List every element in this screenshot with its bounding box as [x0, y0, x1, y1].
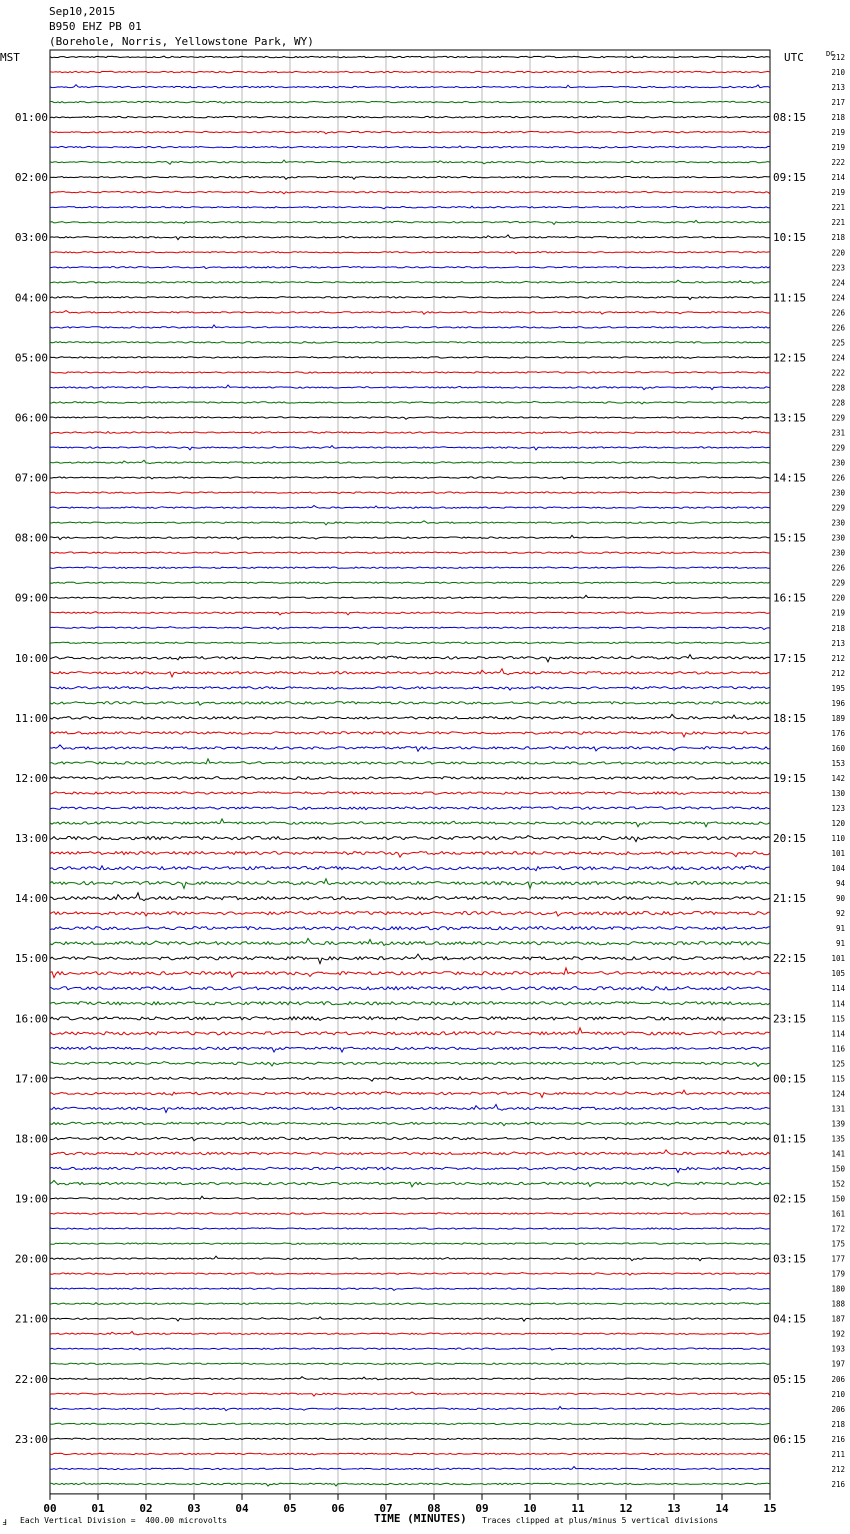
clip-note: Traces clipped at plus/minus 5 vertical divisions [482, 1516, 719, 1525]
dc-offset-label: 212 [831, 53, 845, 62]
dc-offset-label: 176 [831, 728, 845, 738]
trace-line [50, 235, 770, 240]
left-hour-label: 01:00 [14, 111, 48, 125]
trace-line [50, 807, 770, 810]
trace-line [50, 1137, 770, 1141]
trace-line [50, 954, 770, 963]
trace-line [50, 879, 770, 889]
trace-line [50, 1104, 770, 1112]
trace-line [50, 460, 770, 463]
right-hour-label: 10:15 [773, 231, 807, 245]
dc-offset-label: 160 [831, 743, 845, 753]
trace-line [50, 1288, 770, 1290]
trace-line [50, 1228, 770, 1230]
trace-line [50, 311, 770, 315]
trace-line [50, 1438, 770, 1439]
right-hour-label: 13:15 [773, 411, 807, 425]
right-hour-label: 02:15 [773, 1192, 807, 1206]
dc-offset-label: 210 [831, 68, 845, 78]
plot-frame [50, 50, 770, 1494]
trace-line [50, 492, 770, 493]
right-hour-label: 23:15 [773, 1012, 807, 1026]
trace-line [50, 1150, 770, 1155]
right-hour-label: 01:15 [773, 1132, 807, 1146]
trace-line [50, 836, 770, 842]
dc-offset-label: 219 [831, 143, 845, 153]
trace-line [50, 431, 770, 433]
dc-offset-label: 193 [831, 1344, 845, 1354]
dc-offset-label: 188 [831, 1299, 845, 1309]
dc-offset-label: 141 [831, 1149, 845, 1159]
trace-line [50, 567, 770, 568]
x-tick-label: 13 [667, 1501, 681, 1515]
dc-offset-label: 224 [831, 353, 845, 363]
right-hour-label: 12:15 [773, 351, 807, 365]
dc-offset-label: 124 [831, 1089, 845, 1099]
trace-line [50, 372, 770, 374]
dc-offset-label: 142 [831, 773, 845, 783]
right-hour-label: 15:15 [773, 531, 807, 545]
dc-offset-label: 228 [831, 398, 845, 408]
dc-offset-label: 226 [831, 473, 845, 483]
trace-line [50, 1062, 770, 1067]
trace-line [50, 280, 770, 283]
dc-offset-label: 175 [831, 1239, 845, 1249]
x-tick-label: 05 [283, 1501, 297, 1515]
dc-offset-label: 221 [831, 218, 845, 228]
dc-offset-label: 222 [831, 368, 845, 378]
trace-line [50, 535, 770, 539]
dc-offset-label: 225 [831, 338, 845, 348]
left-hour-label: 05:00 [14, 351, 48, 365]
dc-offset-label: 150 [831, 1164, 845, 1174]
dc-offset-label: 90 [835, 894, 845, 904]
trace-line [50, 1467, 770, 1470]
x-tick-label: 08 [427, 1501, 441, 1515]
dc-offset-label: 230 [831, 458, 845, 468]
trace-line [50, 1047, 770, 1053]
trace-line [50, 1423, 770, 1425]
trace-line [50, 71, 770, 72]
x-tick-label: 11 [571, 1501, 585, 1515]
left-hour-label: 23:00 [14, 1432, 48, 1446]
trace-line [50, 1196, 770, 1199]
trace-line [50, 1483, 770, 1486]
dc-offset-label: 226 [831, 308, 845, 318]
dc-offset-label: 226 [831, 563, 845, 573]
trace-line [50, 191, 770, 194]
right-hour-label: 00:15 [773, 1072, 807, 1086]
dc-offset-label: 110 [831, 834, 845, 844]
trace-line [50, 325, 770, 328]
dc-offset-label: 114 [831, 1029, 845, 1039]
left-hour-label: 10:00 [14, 651, 48, 665]
trace-line [50, 1317, 770, 1321]
trace-line [50, 927, 770, 930]
trace-line [50, 1028, 770, 1035]
left-hour-label: 18:00 [14, 1132, 48, 1146]
x-tick-label: 12 [619, 1501, 633, 1515]
dc-offset-label: 219 [831, 608, 845, 618]
left-hour-label: 14:00 [14, 892, 48, 906]
left-hour-label: 09:00 [14, 591, 48, 605]
trace-line [50, 732, 770, 737]
trace-line [50, 1213, 770, 1215]
right-hour-label: 17:15 [773, 651, 807, 665]
dc-offset-label: 224 [831, 293, 845, 303]
dc-offset-label: 229 [831, 503, 845, 513]
trace-line [50, 85, 770, 88]
trace-line [50, 1090, 770, 1097]
trace-line [50, 446, 770, 450]
plot-date: Sep10,2015 [49, 5, 116, 18]
dc-offset-label: 210 [831, 1389, 845, 1399]
dc-offset-label: 139 [831, 1119, 845, 1129]
trace-line [50, 477, 770, 479]
left-hour-label: 13:00 [14, 832, 48, 846]
trace-line [50, 357, 770, 359]
dc-offset-label: 212 [831, 1464, 845, 1474]
dc-offset-label: 187 [831, 1314, 845, 1324]
trace-line [50, 385, 770, 390]
right-hour-label: 08:15 [773, 111, 807, 125]
trace-line [50, 792, 770, 795]
x-tick-label: 01 [91, 1501, 105, 1515]
dc-offset-label: 221 [831, 203, 845, 213]
trace-line [50, 160, 770, 164]
dc-column-label: DC [826, 50, 835, 58]
trace-line [50, 1331, 770, 1334]
dc-offset-label: 223 [831, 263, 845, 273]
trace-line [50, 912, 770, 917]
x-tick-label: 14 [715, 1501, 729, 1515]
dc-offset-label: 213 [831, 638, 845, 648]
trace-line [50, 1002, 770, 1005]
left-hour-label: 07:00 [14, 471, 48, 485]
left-hour-label: 21:00 [14, 1312, 48, 1326]
trace-line [50, 1181, 770, 1187]
trace-line [50, 116, 770, 118]
trace-line [50, 220, 770, 224]
dc-offset-label: 101 [831, 849, 845, 859]
dc-offset-label: 153 [831, 758, 845, 768]
trace-line [50, 101, 770, 103]
left-timezone-label: MST [0, 51, 20, 64]
right-hour-label: 06:15 [773, 1432, 807, 1446]
trace-line [50, 669, 770, 677]
dc-offset-label: 231 [831, 428, 845, 438]
dc-offset-label: 189 [831, 713, 845, 723]
dc-offset-label: 91 [835, 924, 845, 934]
dc-offset-label: 105 [831, 969, 845, 979]
vertical-division-note: Each Vertical Division = 400.00 microvolts [20, 1516, 228, 1525]
dc-offset-label: 115 [831, 1074, 845, 1084]
x-tick-label: 15 [763, 1501, 777, 1515]
trace-line [50, 1077, 770, 1081]
dc-offset-label: 211 [831, 1449, 845, 1459]
dc-offset-label: 152 [831, 1179, 845, 1189]
trace-line [50, 1273, 770, 1276]
trace-line [50, 893, 770, 901]
left-hour-label: 12:00 [14, 771, 48, 785]
trace-line [50, 131, 770, 134]
trace-line [50, 401, 770, 404]
dc-offset-label: 224 [831, 278, 845, 288]
dc-offset-label: 230 [831, 518, 845, 528]
left-hour-label: 17:00 [14, 1072, 48, 1086]
dc-offset-label: 229 [831, 413, 845, 423]
trace-line [50, 1407, 770, 1411]
dc-offset-label: 120 [831, 819, 845, 829]
dc-offset-label: 130 [831, 788, 845, 798]
dc-offset-label: 228 [831, 383, 845, 393]
left-hour-label: 15:00 [14, 952, 48, 966]
left-hour-label: 11:00 [14, 711, 48, 725]
dc-offset-label: 196 [831, 698, 845, 708]
trace-line [50, 1122, 770, 1126]
trace-line [50, 1392, 770, 1396]
trace-line [50, 1256, 770, 1261]
dc-offset-label: 150 [831, 1194, 845, 1204]
trace-line [50, 56, 770, 58]
dc-offset-label: 218 [831, 1419, 845, 1429]
dc-offset-label: 213 [831, 83, 845, 93]
trace-line [50, 1377, 770, 1380]
trace-line [50, 252, 770, 254]
dc-offset-label: 91 [835, 939, 845, 949]
right-hour-label: 04:15 [773, 1312, 807, 1326]
dc-offset-label: 217 [831, 98, 845, 108]
dc-offset-label: 214 [831, 173, 845, 183]
trace-line [50, 206, 770, 209]
dc-offset-label: 229 [831, 443, 845, 453]
dc-offset-label: 206 [831, 1404, 845, 1414]
dc-offset-label: 180 [831, 1284, 845, 1294]
left-hour-label: 04:00 [14, 291, 48, 305]
left-hour-label: 20:00 [14, 1252, 48, 1266]
trace-line [50, 552, 770, 554]
dc-offset-label: 218 [831, 113, 845, 123]
right-hour-label: 03:15 [773, 1252, 807, 1266]
dc-offset-label: 179 [831, 1269, 845, 1279]
dc-offset-label: 229 [831, 578, 845, 588]
trace-line [50, 642, 770, 645]
dc-offset-label: 206 [831, 1374, 845, 1384]
dc-offset-label: 230 [831, 548, 845, 558]
trace-line [50, 987, 770, 991]
dc-offset-label: 219 [831, 128, 845, 138]
dc-offset-label: 216 [831, 1434, 845, 1444]
right-hour-label: 19:15 [773, 771, 807, 785]
x-tick-label: 02 [139, 1501, 153, 1515]
trace-line [50, 968, 770, 978]
x-tick-label: 06 [331, 1501, 345, 1515]
x-tick-label: 03 [187, 1501, 201, 1515]
dc-offset-label: 94 [835, 879, 845, 889]
left-hour-label: 03:00 [14, 231, 48, 245]
dc-offset-label: 131 [831, 1104, 845, 1114]
trace-line [50, 297, 770, 300]
dc-offset-label: 192 [831, 1329, 845, 1339]
trace-line [50, 687, 770, 691]
trace-line [50, 938, 770, 945]
trace-line [50, 146, 770, 148]
dc-offset-label: 219 [831, 188, 845, 198]
x-tick-label: 00 [43, 1501, 57, 1515]
dc-offset-label: 226 [831, 323, 845, 333]
trace-line [50, 1363, 770, 1364]
trace-line [50, 745, 770, 751]
dc-offset-label: 161 [831, 1209, 845, 1219]
right-hour-label: 16:15 [773, 591, 807, 605]
left-hour-label: 19:00 [14, 1192, 48, 1206]
trace-line [50, 866, 770, 871]
trace-line [50, 702, 770, 706]
dc-offset-label: 218 [831, 233, 845, 243]
trace-line [50, 1348, 770, 1350]
dc-offset-label: 92 [835, 909, 845, 919]
trace-line [50, 627, 770, 630]
trace-line [50, 506, 770, 509]
trace-line [50, 521, 770, 525]
dc-offset-label: 218 [831, 623, 845, 633]
dc-offset-label: 116 [831, 1044, 845, 1054]
trace-line [50, 1243, 770, 1245]
trace-line [50, 417, 770, 420]
trace-line [50, 1017, 770, 1021]
right-hour-label: 05:15 [773, 1372, 807, 1386]
left-hour-label: 22:00 [14, 1372, 48, 1386]
dc-offset-label: 220 [831, 593, 845, 603]
corner-mark: Ⅎ [2, 1518, 7, 1527]
right-hour-label: 22:15 [773, 952, 807, 966]
dc-offset-label: 125 [831, 1059, 845, 1069]
right-timezone-label: UTC [784, 51, 804, 64]
dc-offset-label: 114 [831, 999, 845, 1009]
dc-offset-label: 101 [831, 954, 845, 964]
station-location: (Borehole, Norris, Yellowstone Park, WY) [49, 35, 314, 48]
right-hour-label: 11:15 [773, 291, 807, 305]
left-hour-label: 02:00 [14, 171, 48, 185]
trace-line [50, 777, 770, 780]
right-hour-label: 18:15 [773, 711, 807, 725]
trace-line [50, 1167, 770, 1172]
dc-offset-label: 222 [831, 158, 845, 168]
trace-line [50, 759, 770, 764]
trace-line [50, 267, 770, 269]
dc-offset-label: 230 [831, 533, 845, 543]
dc-offset-label: 172 [831, 1224, 845, 1234]
x-tick-label: 04 [235, 1501, 249, 1515]
dc-offset-label: 212 [831, 653, 845, 663]
left-hour-label: 08:00 [14, 531, 48, 545]
trace-line [50, 342, 770, 344]
trace-line [50, 595, 770, 598]
right-hour-label: 20:15 [773, 832, 807, 846]
dc-offset-label: 114 [831, 984, 845, 994]
dc-offset-label: 104 [831, 864, 845, 874]
trace-line [50, 655, 770, 662]
right-hour-label: 21:15 [773, 892, 807, 906]
trace-line [50, 582, 770, 584]
dc-offset-label: 195 [831, 683, 845, 693]
trace-line [50, 1303, 770, 1305]
trace-line [50, 714, 770, 719]
dc-offset-label: 216 [831, 1479, 845, 1489]
dc-offset-label: 115 [831, 1014, 845, 1024]
dc-offset-label: 212 [831, 668, 845, 678]
trace-line [50, 819, 770, 827]
x-tick-label: 10 [523, 1501, 537, 1515]
right-hour-label: 09:15 [773, 171, 807, 185]
right-hour-label: 14:15 [773, 471, 807, 485]
dc-offset-label: 123 [831, 804, 845, 813]
left-hour-label: 06:00 [14, 411, 48, 425]
dc-offset-label: 197 [831, 1359, 845, 1369]
x-tick-label: 07 [379, 1501, 393, 1515]
dc-offset-label: 177 [831, 1254, 845, 1264]
left-hour-label: 16:00 [14, 1012, 48, 1026]
trace-line [50, 612, 770, 615]
trace-line [50, 1453, 770, 1455]
trace-line [50, 852, 770, 858]
trace-line [50, 177, 770, 180]
station-code: B950 EHZ PB 01 [49, 20, 142, 33]
dc-offset-label: 135 [831, 1134, 845, 1144]
x-axis-label: TIME (MINUTES) [374, 1512, 467, 1525]
x-tick-label: 09 [475, 1501, 489, 1515]
dc-offset-label: 220 [831, 248, 845, 258]
dc-offset-label: 230 [831, 488, 845, 498]
